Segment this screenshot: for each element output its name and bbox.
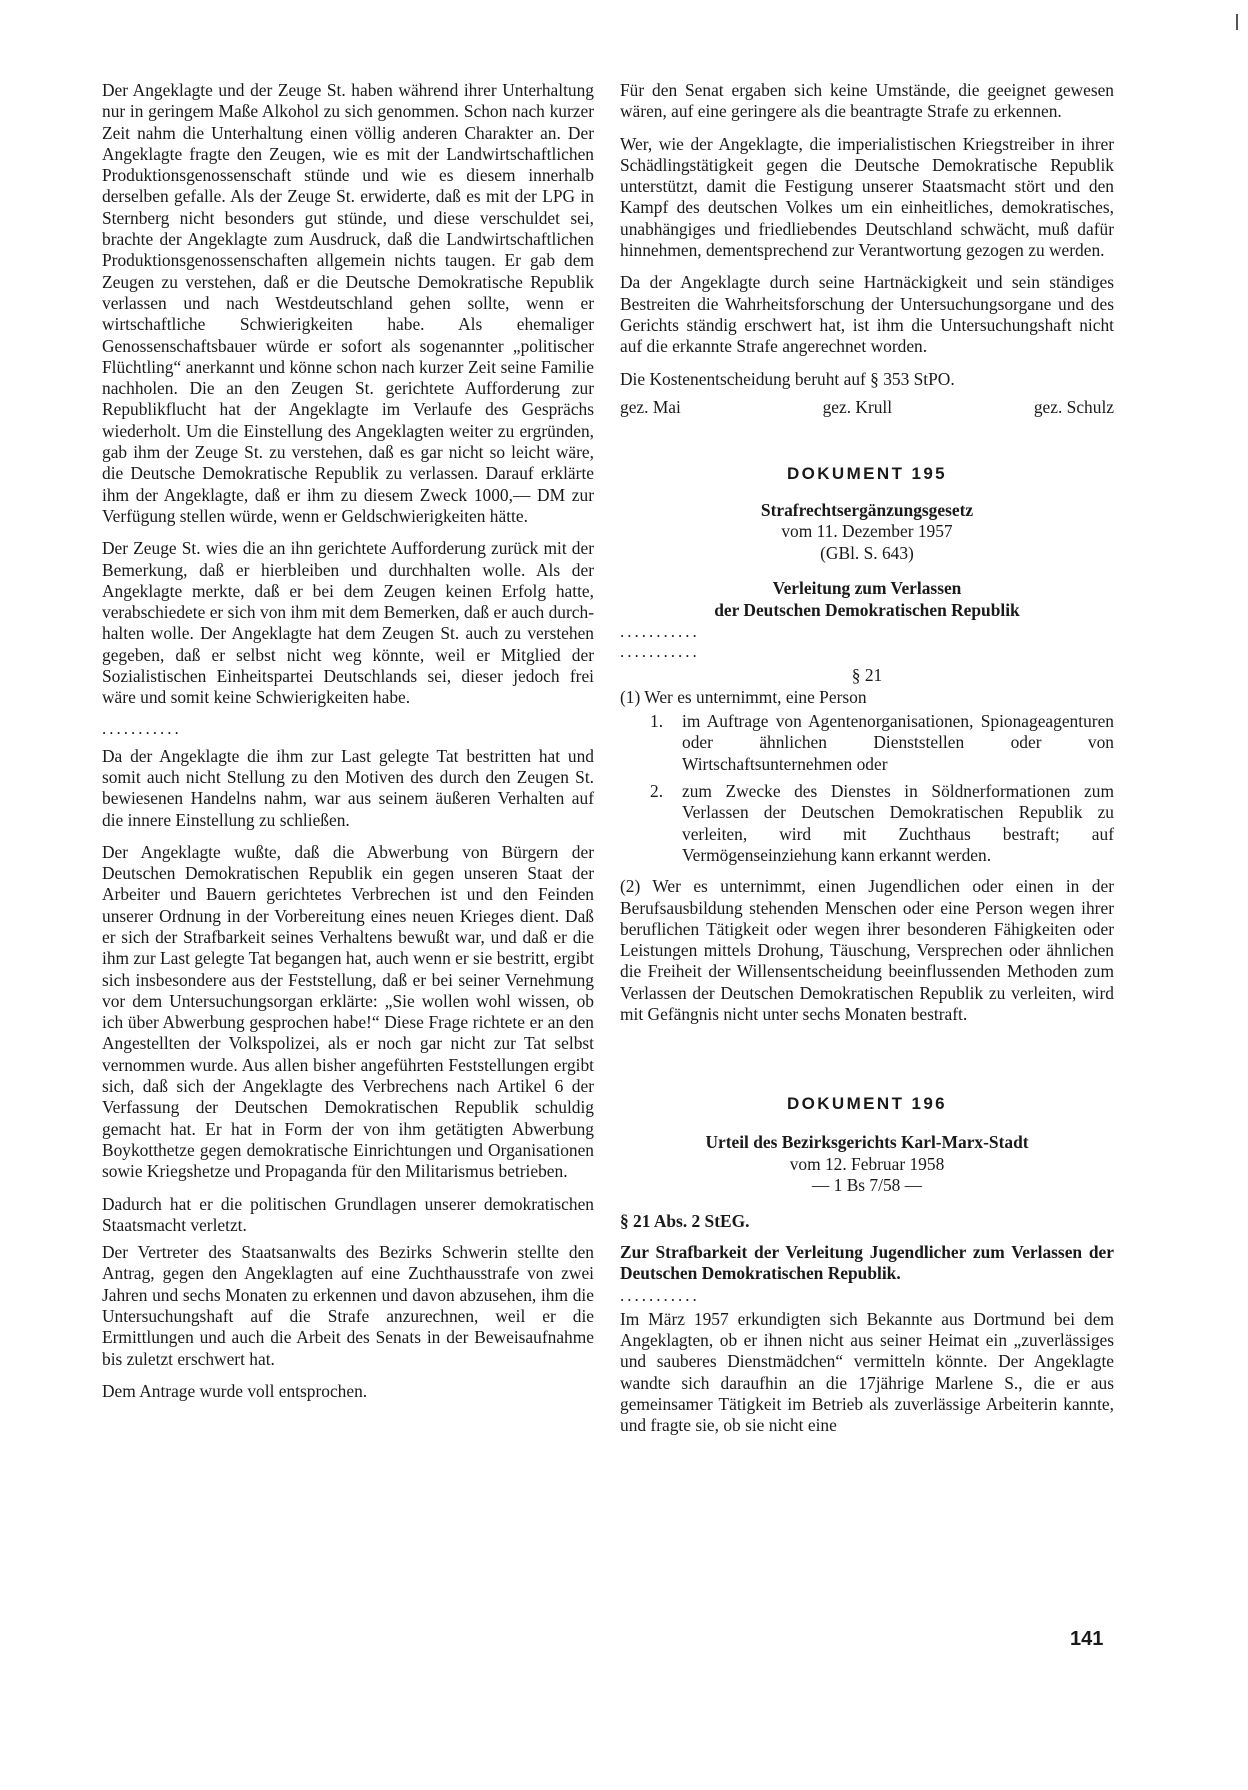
paragraph: Für den Senat ergaben sich keine Umstände, die geeignet gewesen wären, auf eine geringere als die beantragte Strafe zu erkennen.: [620, 80, 1114, 122]
paragraph: (1) Wer es unternimmt, eine Person: [620, 686, 867, 707]
section-subtitle: Verleitung zum Verlassen: [772, 578, 962, 599]
omission-dots: ...........: [102, 718, 182, 738]
paragraph: (2) Wer es unternimmt, einen Jugendlichen oder einen in der Berufsausbildung stehenden Menschen oder eine Person wegen ihrer beruflichen Tätigkeit oder wegen ihrer besonderen Fähigkeiten oder Leistungen mittels Drohung, Täuschung, Versprechen oder ähnlichen die Freiheit der Willensentscheidung beeinflussenden Methoden zum Verlassen der Deutschen Demokratischen Republik zu verleiten, wird mit Gefängnis nicht unter sechs Monaten bestraft.: [620, 876, 1114, 1025]
signature: gez. Mai: [620, 396, 681, 417]
paragraph: Der Angeklagte und der Zeuge St. haben während ihrer Unterhaltung nur in geringem Maße Alkohol zu sich genommen. Schon nach kurzer Zeit nahm die Unterhaltung einen völlig anderen Charakter an. Der Angeklagte fragte den Zeugen, wie es mit der Landwirtschaftlichen Produktionsgenossenschaft stünde und wie es diesem innerhalb derselben gefalle. Als der Zeuge St. erwiderte, daß es mit der LPG in Sternberg nicht besonders gut stünde, und diese verschuldet sei, brachte der Angeklagte zum Ausdruck, daß die Landwirtschaftlichen Produktionsgenossenschaften allgemein nichts taugen. Er gab dem Zeugen zu verstehen, daß er die Deutsche Demokratische Republik verlassen und nach Westdeutschland gehen sollte, wenn er wirtschaftliche Schwierigkeiten habe. Als ehemaliger Genossenschaftsbauer würde er sofort als sogenannter „politischer Flüchtling“ anerkannt und könne schon nach kurzer Zeit seine Familie nachholen. Die an den Zeugen St. gerichtete Aufforderung zur Republikflucht hat der Angeklagte im Verlaufe des Gesprächs wiederholt. Um die Einstellung des Angeklagten weiter zu ergründen, gab ihm der Zeuge St. zu verstehen, daß es gar nicht so leicht wäre, die Deutsche Demokratische Republik zu verlassen. Darauf erklärte ihm der Angeklagte, daß er ihm zu diesem Zweck 1000,— DM zur Verfügung stellen würde, wenn er Geldschwierigkeiten hätte.: [102, 80, 594, 526]
headnote: Zur Strafbarkeit der Verleitung Jugendlicher zum Verlassen der Deutschen Demokratischen Republik.: [620, 1242, 1114, 1284]
list-number: 1.: [650, 711, 664, 732]
list-item: [620, 781, 1114, 866]
list-text: zum Zwecke des Dienstes in Söldnerformationen zum Verlassen der Deutschen Demokratischen Republik zu verleiten, wird mit Zuchthaus bestraft; auf Vermögenseinziehung kann erkannt werden.: [682, 781, 1114, 865]
paragraph: Im März 1957 erkundigten sich Bekannte aus Dortmund bei dem Angeklagten, ob er ihnen nicht aus seiner Heimat ein „zuverlässiges und sauberes Dienstmädchen“ vermitteln könnte. Der Angeklagte wandte sich daraufhin an die 17jährige Marlene S., die er aus gemeinsamer Tätigkeit im Betrieb als zuverlässige Arbeiterin kannte, und fragte sie, ob sie nicht eine: [620, 1308, 1114, 1436]
paragraph: Der Angeklagte wußte, daß die Abwerbung von Bürgern der Deutschen Demokratischen Republik ein gegen unseren Staat der Arbeiter und Bauern gerichtetes Verbrechen ist und den Feinden unserer Ordnung in der Vorbereitung eines neuen Krieges dient. Daß er sich der Strafbarkeit seines Verhaltens bewußt war, und daß er die ihm zur Last gelegte Tat begangen hat, auch wenn er sie bestritt, ergibt sich insbesondere aus der Feststellung, daß er bei seiner Vernehmung vor dem Untersuchungsorgan erklärte: „Sie wollen wohl wissen, ob ich über Abwerbung gesprochen habe!“ Diese Frage richtete er an den Angestellten der Volkspolizei, als er noch gar nicht zur Tat selbst vernommen wurde. Aus allen bisher angeführten Feststellungen ergibt sich, daß sich der Angeklagte des Verbrechens nach Artikel 6 der Verfassung der Deutschen Demokratischen Republik schuldig gemacht hat. Er hat in Form der von ihm getätigten Abwerbung Boykotthetze gegen demokratische Einrichtungen und Organisationen sowie Kriegshetze und Propaganda für den Militarismus betrieben.: [102, 841, 594, 1182]
omission-dots: ...........: [620, 622, 700, 642]
scan-mark: [1236, 14, 1238, 30]
case-reference: — 1 Bs 7/58 —: [811, 1175, 923, 1196]
legal-citation: § 21 Abs. 2 StEG.: [620, 1210, 750, 1231]
signature: gez. Schulz: [1033, 396, 1114, 417]
left-column: [102, 80, 594, 1413]
list-item: [620, 711, 1114, 775]
paragraph: Dadurch hat er die politischen Grundlagen unserer demokratischen Staatsmacht verletzt.: [102, 1193, 594, 1235]
omission-dots: ...........: [620, 1285, 700, 1305]
paragraph: Da der Angeklagte durch seine Hartnäckigkeit und sein ständiges Bestreiten die Wahrheitsforschung der Untersuchungsorgane und des Gerichts ständig erschwert hat, ist ihm die Untersuchungshaft nicht auf die erkannte Strafe angerechnet worden.: [620, 272, 1114, 357]
law-date: vom 11. Dezember 1957: [781, 521, 953, 542]
list-text: im Auftrage von Agentenorganisationen, Spionageagenturen oder ähnlichen Dienststellen oder von Wirtschaftsunternehmen oder: [682, 711, 1114, 774]
paragraph: Da der Angeklagte die ihm zur Last gelegte Tat bestritten hat und somit auch nicht Stellung zu den Motiven des durch den Zeugen St. bewiesenen Handelns nahm, war aus seinem äußeren Verhalten auf die innere Einstellung zu schließen.: [102, 745, 594, 830]
law-reference: (GBl. S. 643): [820, 542, 914, 563]
section-subtitle: der Deutschen Demokratischen Republik: [714, 599, 1020, 620]
list-number: 2.: [650, 781, 664, 802]
court-title: Urteil des Bezirksgerichts Karl-Marx-Stadt: [705, 1132, 1029, 1153]
document-heading: DOKUMENT 195: [786, 463, 948, 483]
paragraph: Dem Antrage wurde voll entsprochen.: [102, 1380, 368, 1401]
paragraph: Wer, wie der Angeklagte, die imperialistischen Kriegstreiber in ihrer Schädlingstätigkeit gegen die Deutsche Demokratische Republik unterstützt, damit die Festigung unserer Staatsmacht stört und den Kampf des deutschen Volkes um ein einheitliches, demokratisches, unabhängiges und friedliebendes Deutschland schwächt, muß dafür hinnehmen, dementsprechend zur Verantwortung gezogen zu werden.: [620, 133, 1114, 261]
paragraph: Der Vertreter des Staatsanwalts des Bezirks Schwerin stellte den Antrag, gegen den Angeklagten auf eine Zuchthausstrafe von zwei Jahren und sechs Monaten zu erkennen und davon abzusehen, ihm die Untersuchungshaft auf die Strafe anzurechnen, weil er die Ermittlungen und auch die Arbeit des Senats in der Beweisaufnahme bis zuletzt erschwert hat.: [102, 1242, 594, 1369]
signature-line: [620, 396, 1114, 418]
paragraph-sign: § 21: [851, 665, 883, 686]
paragraph: Die Kostenentscheidung beruht auf § 353 StPO.: [620, 368, 955, 389]
document-heading: DOKUMENT 196: [786, 1094, 948, 1114]
law-title: Strafrechtsergänzungsgesetz: [760, 499, 974, 520]
paragraph: Der Zeuge St. wies die an ihn gerichtete Aufforderung zurück mit der Bemerkung, daß er hierbleiben und durchhalten wolle. Als der Angeklagte merkte, daß er bei dem Zeugen keinen Erfolg hatte, verabschiedete er sich von ihm mit dem Bemerken, daß er auch durchhalten wolle. Der Angeklagte hat dem Zeugen St. auch zu verstehen gegeben, daß er selbst nicht weg könnte, weil er Mitglied der Sozialistischen Einheitspartei Deutschlands sei, dieser jedoch frei wäre und somit keine Schwierigkeiten habe.: [102, 538, 594, 708]
document-195: [620, 464, 1114, 1025]
right-column: [620, 80, 1114, 1447]
page-number: 141: [1070, 1628, 1104, 1650]
signature: gez. Krull: [822, 396, 893, 417]
document-196: [620, 1094, 1114, 1436]
omission-dots: ...........: [620, 642, 700, 662]
judgment-date: vom 12. Februar 1958: [789, 1153, 945, 1174]
